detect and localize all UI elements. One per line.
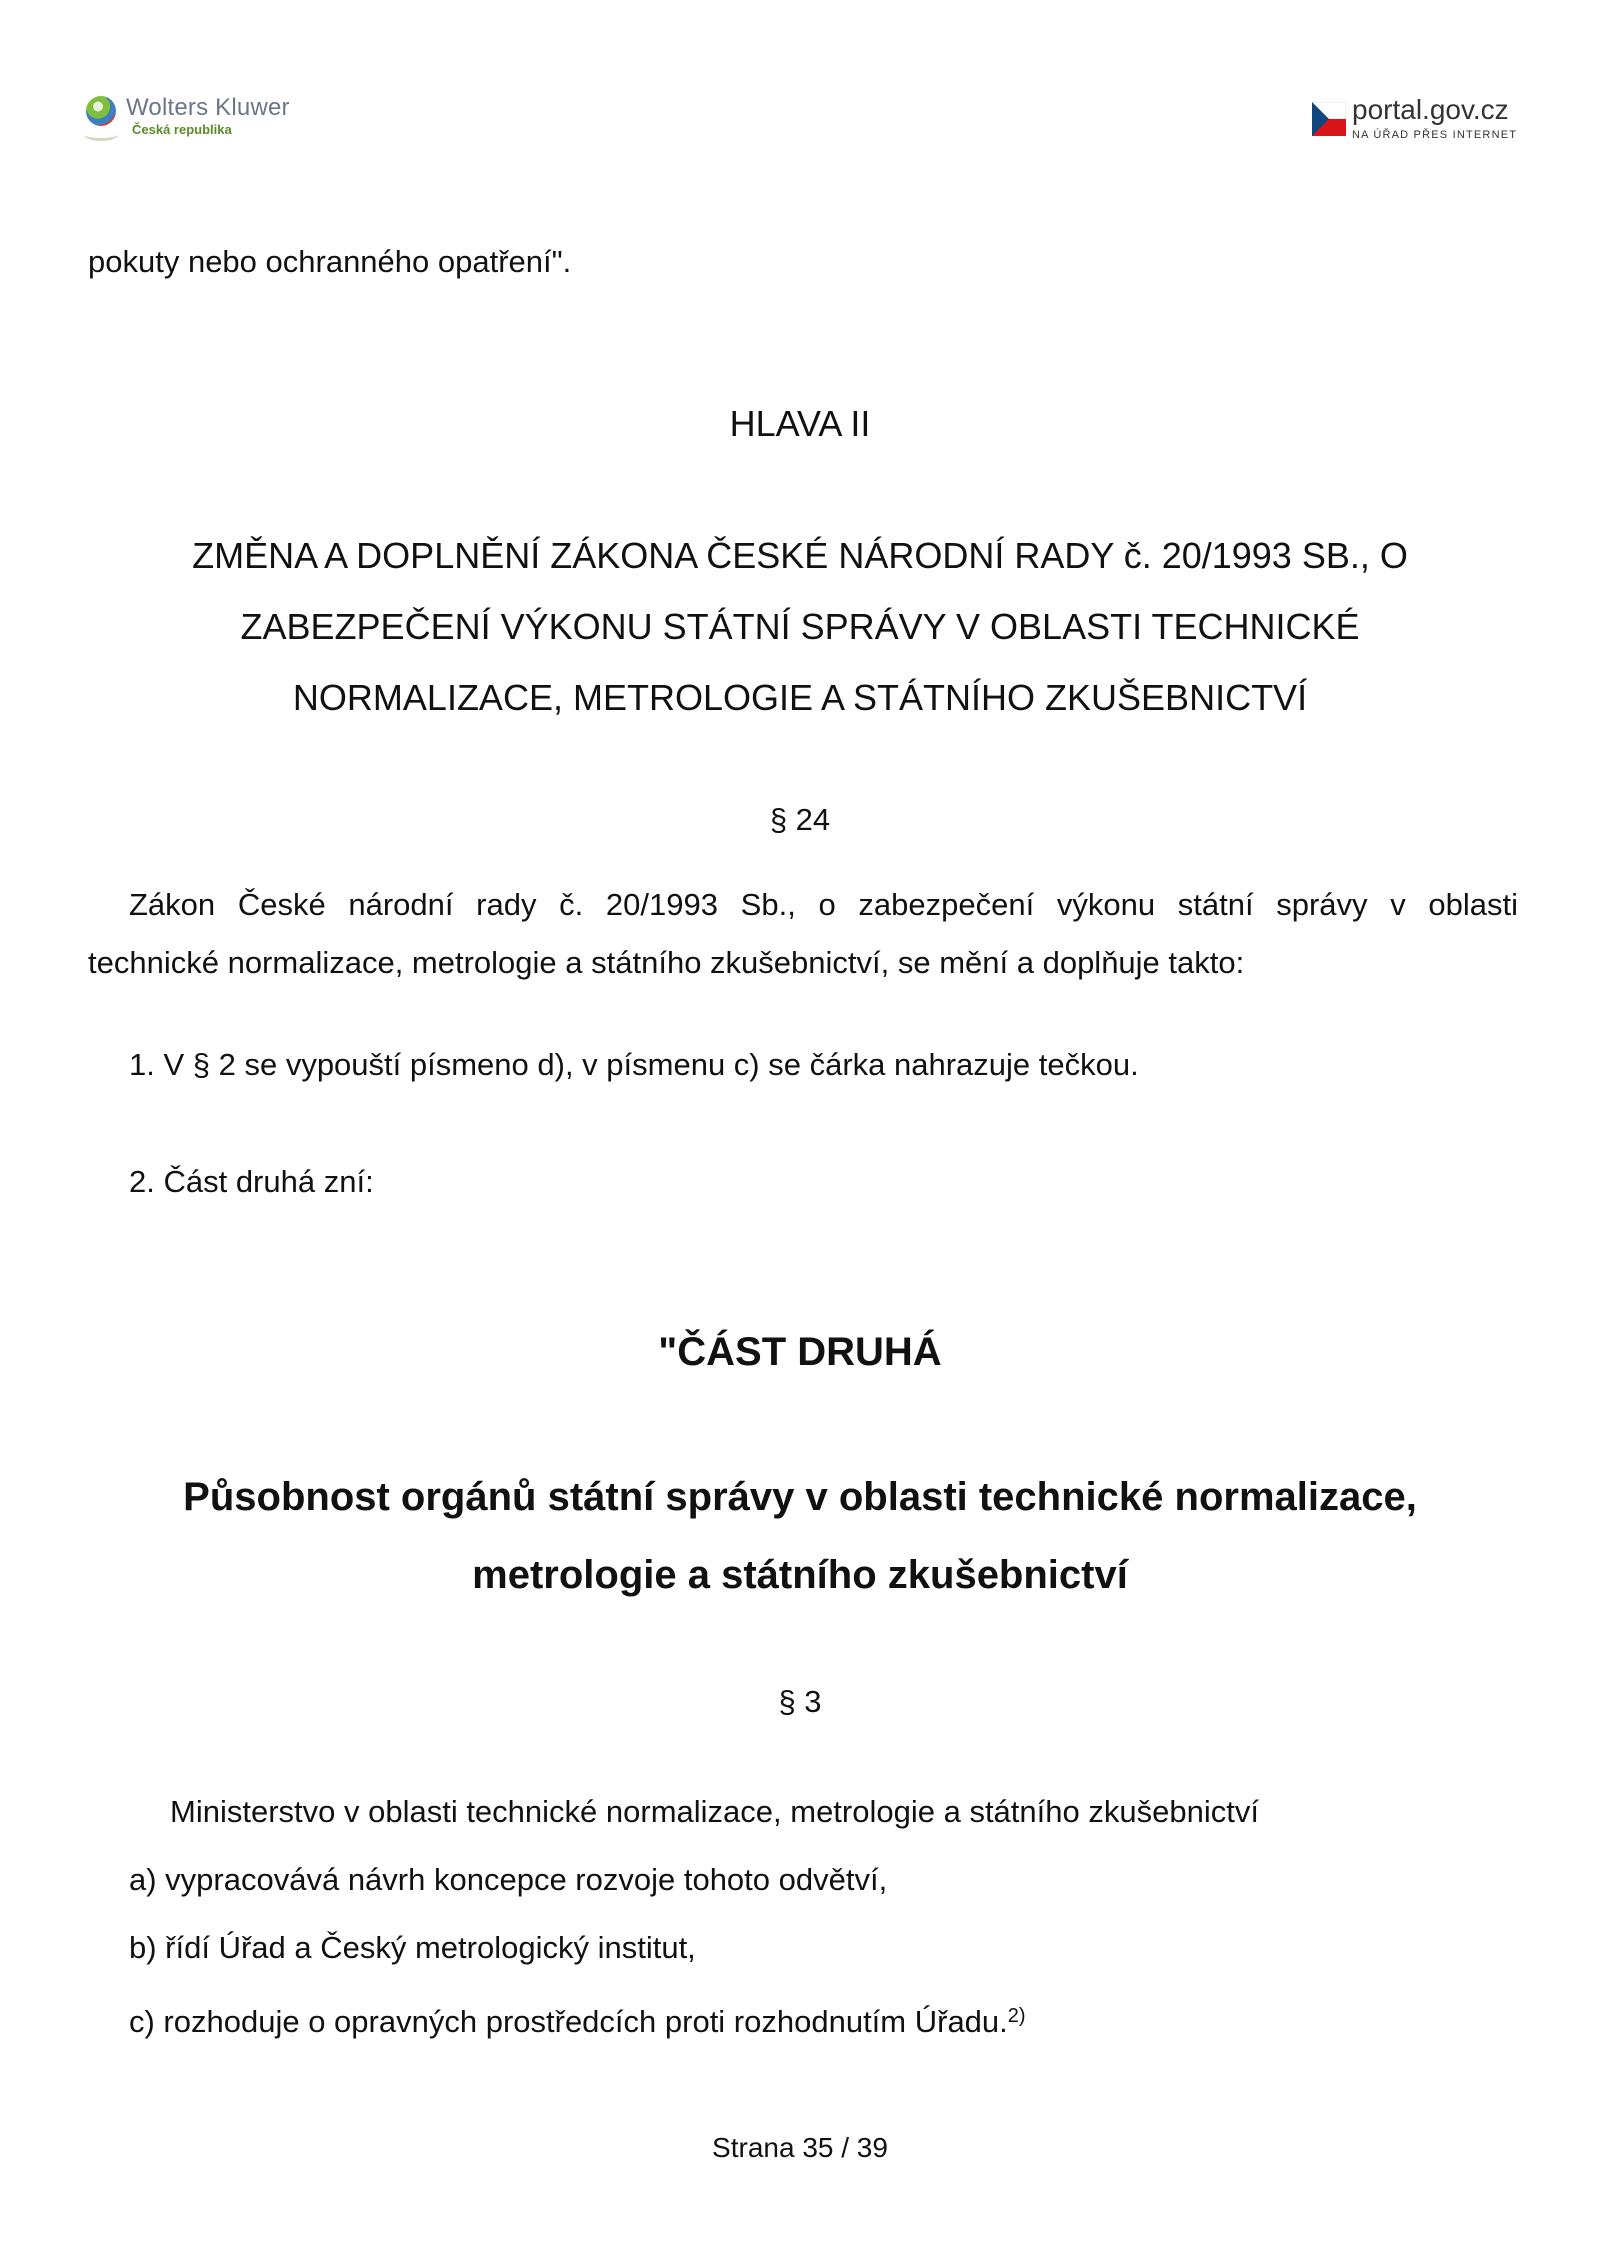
hlava-title-line: NORMALIZACE, METROLOGIE A STÁTNÍHO ZKUŠEBNICTVÍ xyxy=(292,677,1308,718)
intro-paragraph xyxy=(88,876,1518,992)
footnote-reference[interactable]: 2) xyxy=(1007,2005,1026,2027)
swoosh-icon xyxy=(84,128,118,141)
continuation-text: pokuty nebo ochranného opatření". xyxy=(88,244,572,279)
part-title-line: metrologie a státního zkušebnictví xyxy=(472,1553,1128,1597)
globe-icon xyxy=(86,96,116,126)
list-item-text: c) rozhoduje o opravných prostředcích proti rozhodnutím Úřadu. xyxy=(129,2004,1008,2039)
wk-logo-subtitle: Česká republika xyxy=(132,122,232,137)
page-number: Strana 35 / 39 xyxy=(712,2132,888,2163)
wk-logo-name: Wolters Kluwer xyxy=(126,94,290,121)
portal-gov-logo xyxy=(1312,94,1532,144)
portal-logo-name: portal.gov.cz xyxy=(1352,94,1509,125)
hlava-title xyxy=(0,520,1600,733)
intro-line: technické normalizace, metrologie a státního zkušebnictví, se mění a doplňuje takto: xyxy=(88,945,1245,980)
hlava-title-line: ZMĚNA A DOPLNĚNÍ ZÁKONA ČESKÉ NÁRODNÍ RADY č. 20/1993 SB., O xyxy=(192,535,1408,576)
paragraph-3-heading: § 3 xyxy=(778,1684,822,1719)
part-heading: "ČÁST DRUHÁ xyxy=(658,1330,942,1374)
amendment-item-2: 2. Část druhá zní: xyxy=(129,1164,374,1199)
amendment-item-1: 1. V § 2 se vypouští písmeno d), v písmenu c) se čárka nahrazuje tečkou. xyxy=(129,1047,1139,1082)
paragraph-24-heading: § 24 xyxy=(769,802,831,837)
intro-line: Zákon České národní rady č. 20/1993 Sb., o zabezpečení výkonu státní správy v oblasti xyxy=(129,887,1518,922)
hlava-heading: HLAVA II xyxy=(729,403,871,444)
ministry-intro: Ministerstvo v oblasti technické normalizace, metrologie a státního zkušebnictví xyxy=(170,1794,1259,1829)
part-title xyxy=(0,1458,1600,1614)
wolters-kluwer-logo xyxy=(86,94,326,144)
part-title-line: Působnost orgánů státní správy v oblasti technické normalizace, xyxy=(183,1475,1417,1519)
list-item: b) řídí Úřad a Český metrologický institut, xyxy=(129,1930,696,1965)
list-item: a) vypracovává návrh koncepce rozvoje tohoto odvětví, xyxy=(129,1862,888,1897)
hlava-title-line: ZABEZPEČENÍ VÝKONU STÁTNÍ SPRÁVY V OBLASTI TECHNICKÉ xyxy=(240,606,1360,647)
list-item-with-footnote xyxy=(129,2000,1026,2044)
portal-logo-subtitle: NA ÚŘAD PŘES INTERNET xyxy=(1352,129,1518,141)
czech-flag-icon xyxy=(1312,102,1346,136)
